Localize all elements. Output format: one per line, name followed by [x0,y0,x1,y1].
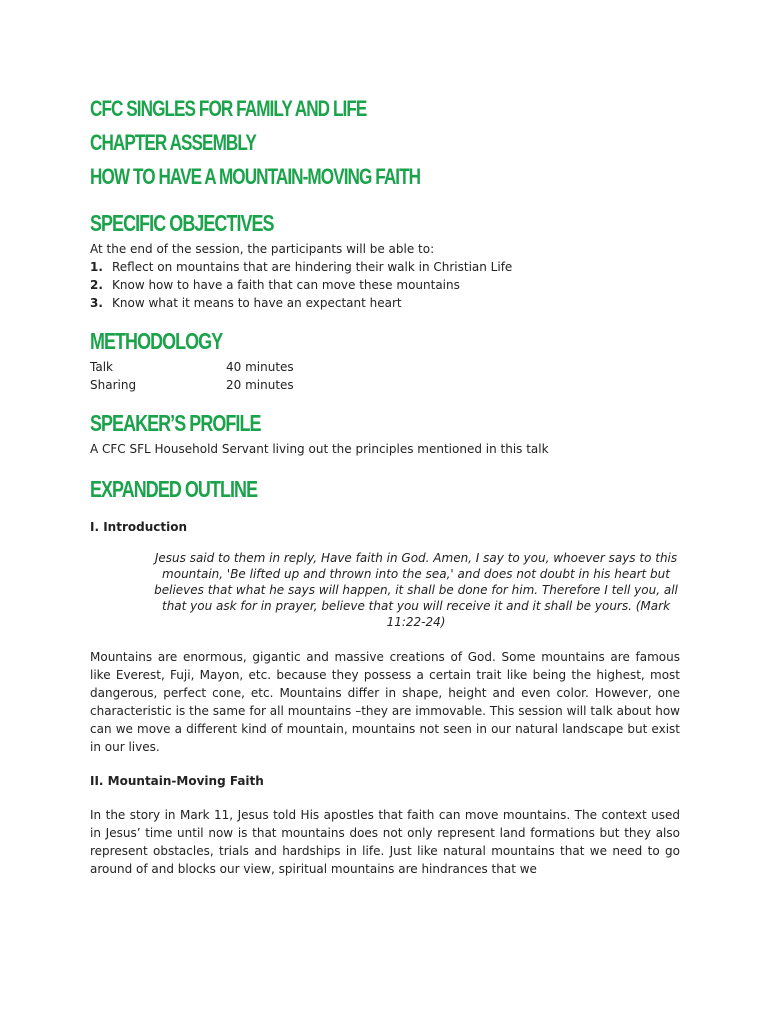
list-item [90,276,680,294]
list-number: 3. [90,296,103,310]
methodology-row [90,376,680,394]
document-page [90,92,680,878]
section-1-paragraph: Mountains are enormous, gigantic and massive creations of God. Some mountains are famous like Everest, Fuji, Mayon, etc. because they possess a certain trait like being the highest, most dangerous, perfect cone, etc. Mountains differ in shape, height and even color. However, one characteristic is the same for all mountains –they are immovable. This session will talk about how can we move a different kind of mountain, mountains not seen in our natural landscape but exist in our lives. [90,650,680,754]
speaker-heading: SPEAKER’S PROFILE [90,410,261,436]
outline-heading: EXPANDED OUTLINE [90,476,258,502]
methodology-section [90,326,680,394]
outline-section [90,474,680,878]
methodology-value: 20 minutes [226,378,294,392]
section-2-paragraph: In the story in Mark 11, Jesus told His apostles that faith can move mountains. The context used in Jesus’ time until now is that mountains does not only represent land formations but they also represent obstacles, trials and hardships in life. Just like natural mountains that we need to go around of and blocks our view, spiritual mountains are hindrances that we [90,808,680,876]
list-number: 2. [90,278,103,292]
methodology-value: 40 minutes [226,360,294,374]
section-1-title: I. Introduction [90,520,187,534]
list-item [90,294,680,312]
document-title [90,92,680,194]
list-text: Know how to have a faith that can move these mountains [112,278,460,292]
list-item [90,258,680,276]
list-text: Know what it means to have an expectant heart [112,296,402,310]
objectives-intro: At the end of the session, the participants will be able to: [90,242,435,256]
title-line-2: CHAPTER ASSEMBLY [90,130,256,155]
list-number: 1. [90,260,103,274]
methodology-heading: METHODOLOGY [90,328,223,354]
title-line-1: CFC SINGLES FOR FAMILY AND LIFE [90,96,367,121]
objectives-list [90,258,680,312]
objectives-heading: SPECIFIC OBJECTIVES [90,210,274,236]
objectives-section [90,208,680,312]
section-2-title: II. Mountain-Moving Faith [90,774,264,788]
speaker-text: A CFC SFL Household Servant living out the principles mentioned in this talk [90,442,549,456]
list-text: Reflect on mountains that are hindering their walk in Christian Life [112,260,513,274]
methodology-row [90,358,680,376]
speaker-section [90,408,680,458]
methodology-label: Sharing [90,378,137,392]
scripture-quote: Jesus said to them in reply, Have faith in God. Amen, I say to you, whoever says to this mountain, 'Be lifted up and thrown into the sea,' and does not doubt in his heart but believes that what he says will happen, it shall be done for him. Therefore I tell you, all that you ask for in prayer, believe that you will receive it and it shall be yours. (Mark 11:22-24) [154,551,678,629]
methodology-label: Talk [90,360,113,374]
title-line-3: HOW TO HAVE A MOUNTAIN-MOVING FAITH [90,164,421,189]
